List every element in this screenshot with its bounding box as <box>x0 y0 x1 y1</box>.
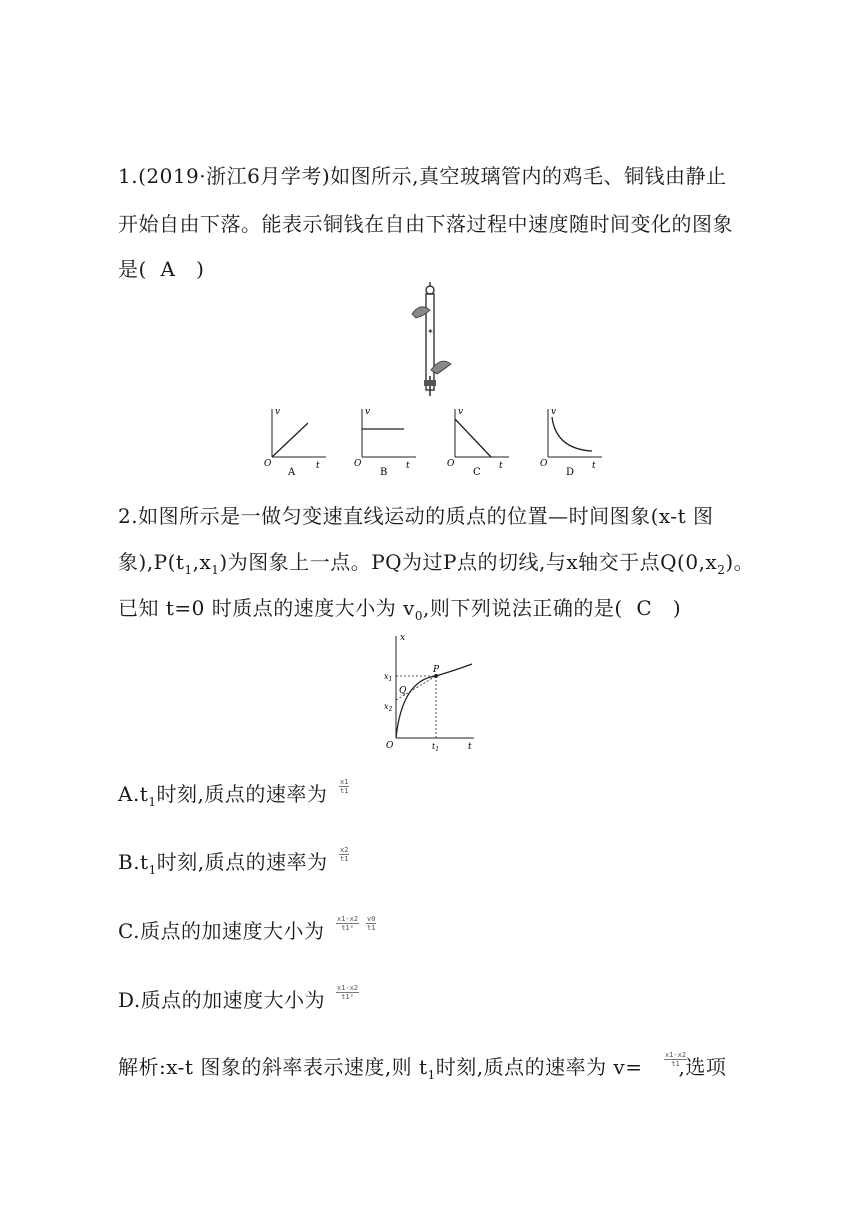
fraction-b: $\frac{x2}{t1}$ <box>340 846 349 863</box>
graph-c <box>443 405 513 477</box>
svg-text:t: t <box>468 742 472 752</box>
svg-text:v: v <box>458 407 464 417</box>
graph-c-label: C <box>473 467 481 477</box>
q2-line-2: 象)$,P(t_1,x_1)$为图象上一点。PQ为过P点的切线,与x轴交于点$Q(0,x_2)$。 <box>118 550 755 577</box>
svg-text:t: t <box>499 461 503 471</box>
svg-text:P: P <box>433 665 440 675</box>
q1-line-3: 是( A ) <box>118 257 205 281</box>
svg-text:t: t <box>406 461 410 471</box>
graph-d-label: D <box>566 467 575 477</box>
q1-answer: A <box>160 257 176 281</box>
xt-graph <box>378 630 478 752</box>
svg-text:✶: ✶ <box>427 327 434 336</box>
fraction-c-2: $\frac{v0}{t1}$ <box>367 915 376 932</box>
fraction-a: $\frac{x1}{t1}$ <box>340 778 349 795</box>
svg-text:t: t <box>592 461 596 471</box>
svg-text:O: O <box>264 459 272 469</box>
q2-line-3: 已知 t=0 时质点的速度大小为 $v_0$,则下列说法正确的是( C ) <box>118 596 682 623</box>
svg-text:x2: $x_2$ <box>384 702 393 713</box>
fraction-d: $\frac{x1-x2}{\text{t1²}}$ <box>337 984 359 1001</box>
option-a: $A.t_1$时刻,质点的速率为 <box>118 782 328 809</box>
svg-text:O: O <box>386 741 394 751</box>
fraction-c-1: $\frac{x1-x2}{\text{t1²}}$ <box>337 915 359 932</box>
graph-b-label: B <box>380 467 388 477</box>
svg-text:O: O <box>447 459 455 469</box>
q1-line-1: 1.(2019·浙江6月学考)如图所示,真空玻璃管内的鸡毛、铜钱由静止 <box>118 164 727 188</box>
svg-text:v: v <box>551 407 557 417</box>
option-c: C.质点的加速度大小为 <box>118 919 325 943</box>
graph-a-label: A <box>288 467 296 477</box>
svg-text:v: v <box>365 407 371 417</box>
q2-line-1: 2.如图所示是一做匀变速直线运动的质点的位置—时间图象(x-t 图 <box>118 504 714 528</box>
option-b: $B.t_1$时刻,质点的速率为 <box>118 850 328 877</box>
svg-text:x1: $x_1$ <box>384 672 393 683</box>
svg-text:v: v <box>275 407 281 417</box>
vacuum-tube-illustration <box>402 280 462 400</box>
svg-text:x: x <box>400 633 406 643</box>
svg-text:O: O <box>540 459 548 469</box>
svg-text:O: O <box>354 459 362 469</box>
graph-d <box>536 405 606 477</box>
q1-line-2: 开始自由下落。能表示铜钱在自由下落过程中速度随时间变化的图象 <box>118 212 733 236</box>
q2-answer: C <box>636 596 653 620</box>
svg-text:t1: $t_1$ <box>432 742 440 752</box>
svg-text:Q: Q <box>399 686 407 696</box>
analysis-line: 解析:x-t 图象的斜率表示速度,则 $t_1$时刻,质点的速率为 v= ,选项 <box>118 1055 727 1082</box>
svg-text:t: t <box>316 461 320 471</box>
option-d: D.质点的加速度大小为 <box>118 988 326 1012</box>
fraction-analysis: $\frac{x1-x2}{t1}$ <box>665 1051 687 1068</box>
graph-a <box>260 405 330 477</box>
graph-b <box>350 405 420 477</box>
